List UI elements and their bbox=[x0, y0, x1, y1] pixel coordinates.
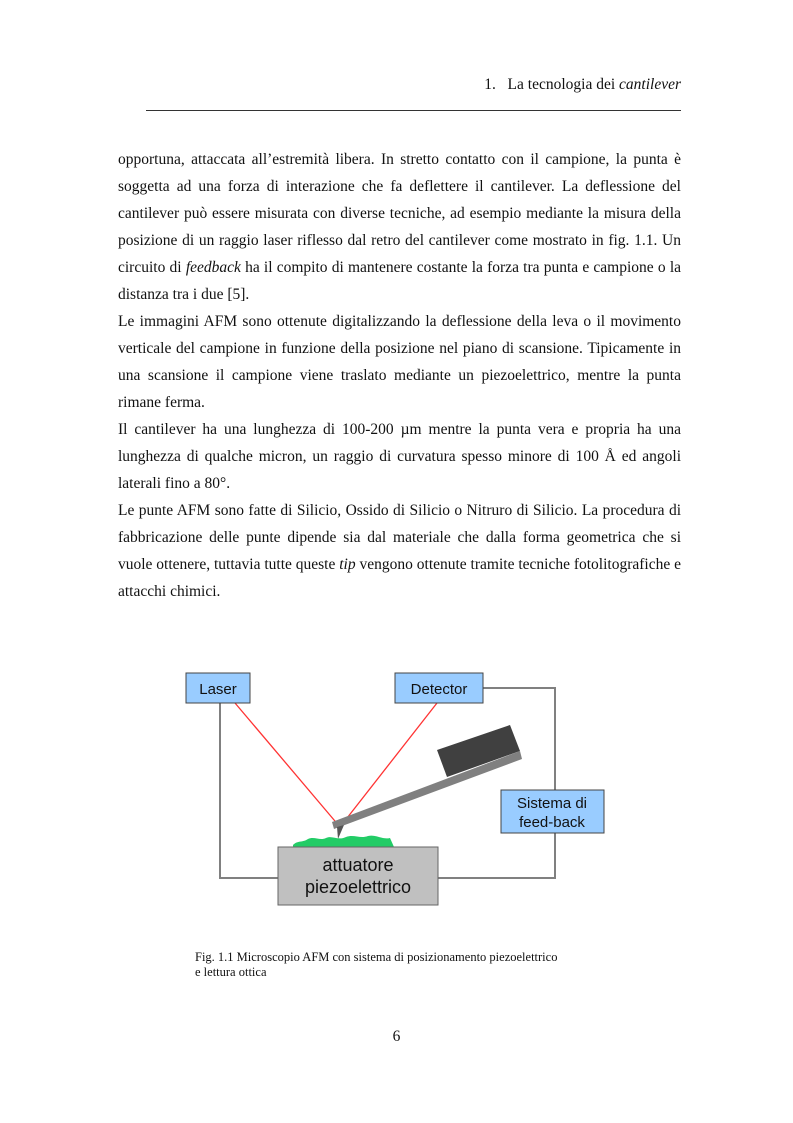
figure-caption bbox=[195, 950, 655, 980]
afm-diagram bbox=[150, 655, 640, 940]
laser-beam-incident bbox=[235, 703, 340, 827]
cantilever-beam bbox=[332, 751, 522, 829]
caption-line-1: Fig. 1.1 Microscopio AFM con sistema di posizionamento piezoelettrico bbox=[195, 950, 558, 964]
paragraph-4-text-b: vengono ottenute tramite tecniche fotolitografiche e attacchi chimici. bbox=[118, 556, 682, 600]
paragraph-4-italic: tip bbox=[339, 556, 356, 573]
paragraph-4-text-a: Le punte AFM sono fatte di Silicio, Ossido di Silicio o Nitruro di Silicio. La procedura di fabbricazione delle punte dipende sia dal materiale che dalla forma geometrica che si vuole ottenere, tuttavia tutte queste bbox=[118, 502, 681, 573]
wire-feedback-actuator bbox=[438, 833, 555, 878]
chapter-title: La tecnologia dei bbox=[507, 76, 616, 93]
chapter-title-italic: cantilever bbox=[619, 76, 681, 93]
paragraph-1-text-b: ha il compito di mantenere costante la forza tra punta e campione o la distanza tra i due [5]. bbox=[118, 259, 682, 303]
header-rule bbox=[146, 110, 681, 111]
chapter-number: 1. bbox=[484, 76, 496, 93]
paragraph-2: Le immagini AFM sono ottenute digitalizzando la deflessione della leva o il movimento verticale del campione in funzione della posizione nel piano di scansione. Tipicamente in una scansione il campione viene traslato mediante un piezoelettrico, mentre la punta rimane ferma. bbox=[118, 313, 681, 411]
feedback-label-line1: Sistema di bbox=[516, 795, 588, 812]
actuator-label-line1: attuatore bbox=[322, 855, 394, 875]
paragraph-1-text-a: opportuna, attaccata all’estremità libera. In stretto contatto con il campione, la punta è soggetta ad una forza di interazione che fa deflettere il cantilever. La deflessione del cantilever può essere misurata con diverse tecniche, ad esempio mediante la misura della posizione di un raggio laser riflesso dal retro del cantilever come mostrato in fig. 1.1. Un circuito di bbox=[118, 151, 681, 276]
cantilever-tip bbox=[337, 825, 344, 839]
feedback-label-line2: feed-back bbox=[519, 814, 585, 831]
paragraph-4 bbox=[118, 497, 681, 605]
actuator-label-line2: piezoelettrico bbox=[304, 877, 412, 897]
detector-label: Detector bbox=[410, 681, 468, 698]
wire-laser-actuator bbox=[220, 703, 278, 878]
sample-surface bbox=[293, 836, 394, 847]
paragraph-3: Il cantilever ha una lunghezza di 100-200 µm mentre la punta vera e propria ha una lunghezza di qualche micron, un raggio di curvatura spesso minore di 100 Å ed angoli laterali fino a 80°. bbox=[118, 421, 681, 492]
running-header bbox=[0, 76, 681, 94]
page-number: 6 bbox=[392, 1028, 401, 1045]
laser-label: Laser bbox=[199, 681, 237, 698]
body-text bbox=[118, 146, 681, 605]
afm-figure bbox=[150, 655, 640, 940]
caption-line-2: e lettura ottica bbox=[195, 965, 267, 979]
paragraph-1 bbox=[118, 146, 681, 308]
paragraph-1-italic: feedback bbox=[185, 259, 241, 276]
